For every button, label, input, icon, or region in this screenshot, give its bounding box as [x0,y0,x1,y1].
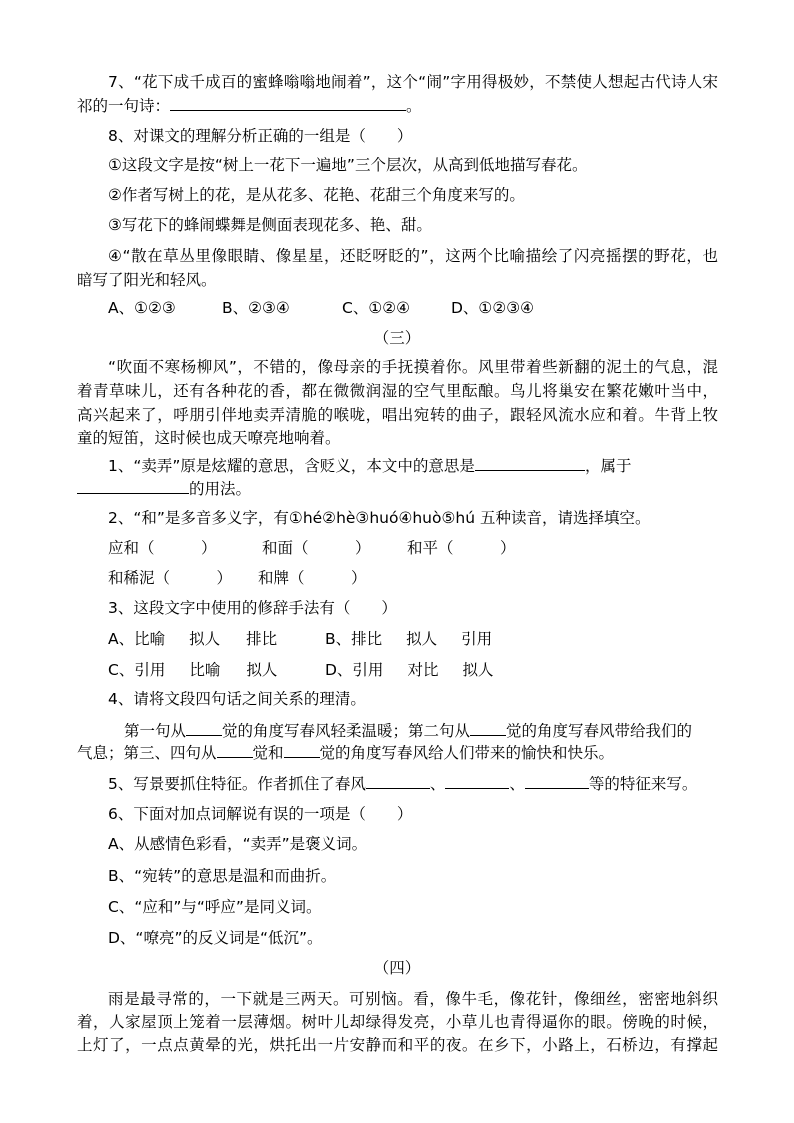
q8-option-4-line1: ④“散在草丛里像眼睛、像星星，还眨呀眨的”，这两个比喻描绘了闪亮摇摆的野花，也 [108,247,718,265]
q6-stem: 6、下面对加点词解说有误的一项是（ ） [108,805,413,823]
passage-4-line2: 着，人家屋顶上笼着一层薄烟。树叶儿却绿得发亮，小草儿也青得逼你的眼。傍晚的时候， [77,1013,718,1031]
answer-blank[interactable] [475,456,585,471]
passage-3-line3: 高兴起来了，呼朋引伴地卖弄清脆的喉咙，唱出宛转的曲子，跟轻风流水应和着。牛背上牧 [77,406,718,424]
q3-option-a[interactable]: A、比喻 拟人 排比 [108,630,278,648]
q3-option-c[interactable]: C、引用 比喻 拟人 [108,661,278,679]
passage-3-line1: “吹面不寒杨柳风”，不错的，像母亲的手抚摸着你。风里带着些新翻的泥土的气息，混 [108,358,718,376]
q8-choice-a[interactable]: A、①②③ [108,299,176,317]
answer-blank[interactable] [217,743,253,758]
q2-item-yinghe[interactable]: 应和（ ） [108,539,217,557]
q1-line1: 1、“卖弄”原是炫耀的意思，含贬义，本文中的意思是 ，属于 [108,457,632,475]
q2-stem: 2、“和”是多音多义字，有①hé②hè③huó④huò⑤hú 五种读音，请选择填空。 [108,509,651,527]
answer-blank[interactable] [525,774,589,789]
q1-line2: 的用法。 [77,479,251,499]
q8-choice-d[interactable]: D、①②③④ [451,299,535,317]
q6-option-c[interactable]: C、“应和”与“呼应”是同义词。 [108,898,322,916]
passage-4-line3: 上灯了，一点点黄晕的光，烘托出一片安静而和平的夜。在乡下，小路上，石桥边，有撑起 [77,1036,718,1054]
q4-line1: 第一句从 觉的角度写春风轻柔温暖；第二句从 觉的角度写春风带给我们的 [124,722,693,740]
section-3-heading: （三） [373,329,421,347]
q4-line2: 气息；第三、四句从 觉和 觉的角度写春风给人们带来的愉快和快乐。 [77,744,615,762]
q7-line1: 7、“花下成千成百的蜜蜂嗡嗡地闹着”，这个“闹”字用得极妙，不禁使人想起古代诗人宋 [108,73,718,91]
answer-blank[interactable] [284,743,320,758]
section-4-heading: （四） [373,959,421,977]
answer-blank[interactable] [366,774,430,789]
q8-option-2: ②作者写树上的花，是从花多、花艳、花甜三个角度来写的。 [108,186,525,204]
answer-blank[interactable] [77,479,189,494]
q2-item-huoxini[interactable]: 和稀泥（ ） [108,569,233,587]
passage-3-line2: 着青草味儿，还有各种花的香，都在微微润湿的空气里酝酿。鸟儿将巢安在繁花嫩叶当中， [77,382,718,400]
q3-option-d[interactable]: D、引用 对比 拟人 [325,661,494,679]
q2-item-hupai[interactable]: 和牌（ ） [258,569,367,587]
passage-3-line4: 童的短笛，这时候也成天嘹亮地响着。 [77,429,341,447]
q8-option-4-line2: 暗写了阳光和轻风。 [77,271,217,289]
passage-4-line1: 雨是最寻常的，一下就是三两天。可别恼。看，像牛毛，像花针，像细丝，密密地斜织 [108,990,718,1008]
q8-option-1: ①这段文字是按“树上一花下一遍地”三个层次，从高到低地描写春花。 [108,156,588,174]
q3-stem: 3、这段文字中使用的修辞手法有（ ） [108,599,397,617]
q5-line: 5、写景要抓住特征。作者抓住了春风 、 、 等的特征来写。 [108,775,698,793]
answer-blank[interactable] [186,721,222,736]
answer-blank[interactable] [170,96,406,111]
q8-stem: 8、对课文的理解分析正确的一组是（ ） [108,127,413,145]
q7-line2: 祁的一句诗： 。 [77,97,422,115]
q8-choice-b[interactable]: B、②③④ [222,299,290,317]
answer-blank[interactable] [470,721,506,736]
q2-item-heping[interactable]: 和平（ ） [407,539,516,557]
answer-blank[interactable] [445,774,509,789]
q6-option-b[interactable]: B、“宛转”的意思是温和而曲折。 [108,867,337,885]
q8-choice-c[interactable]: C、①②④ [342,299,411,317]
q6-option-d[interactable]: D、“嘹亮”的反义词是“低沉”。 [108,929,323,947]
q8-option-3: ③写花下的蜂闹蝶舞是侧面表现花多、艳、甜。 [108,216,432,234]
q2-item-huomian[interactable]: 和面（ ） [262,539,371,557]
q3-option-b[interactable]: B、排比 拟人 引用 [325,630,493,648]
q6-option-a[interactable]: A、从感情色彩看，“卖弄”是褒义词。 [108,835,368,853]
q4-stem: 4、请将文段四句话之间关系的理清。 [108,690,366,708]
